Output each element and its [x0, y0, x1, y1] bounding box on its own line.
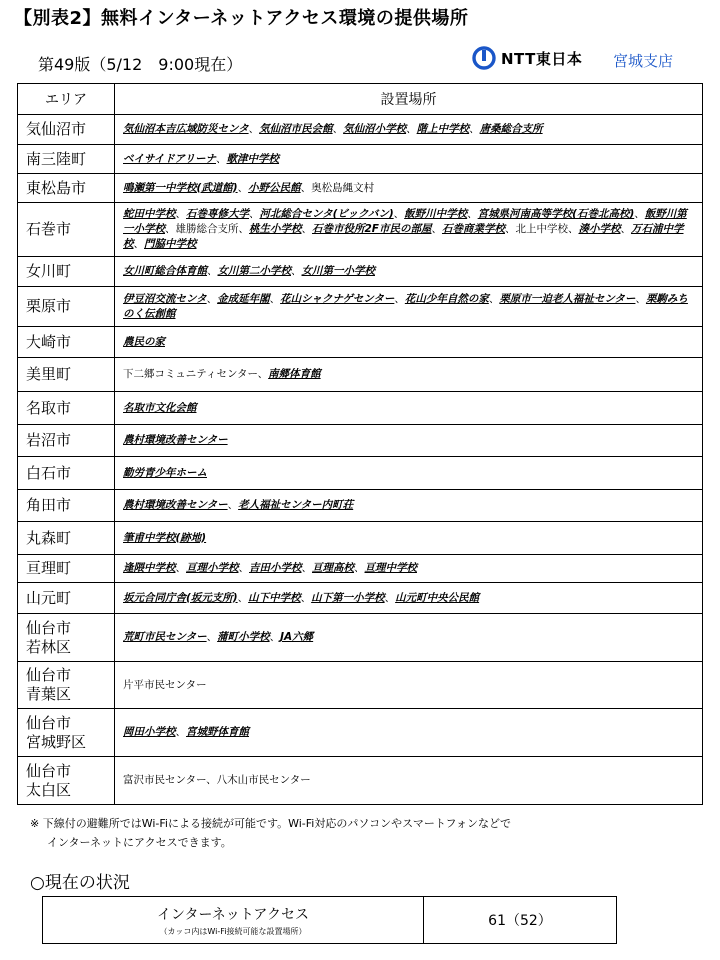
area-cell [18, 203, 115, 257]
location-text: 、 [384, 591, 396, 604]
wifi-location: 宮城野体育館 [186, 726, 249, 738]
area-name: 女川町 [26, 262, 72, 280]
location-text: 、 [301, 223, 312, 235]
table-row [18, 490, 703, 522]
area-cell [18, 425, 115, 457]
area-cell [18, 327, 115, 358]
area-cell [18, 555, 115, 583]
places-cell [115, 425, 703, 457]
wifi-location: 万石浦中学校 [123, 223, 684, 250]
location-text: 、 [175, 726, 186, 738]
location-text: 、 [393, 208, 405, 220]
page-title: 【別表2】無料インターネットアクセス環境の提供場所 [14, 8, 469, 29]
places-cell [115, 757, 703, 805]
wifi-location: 石巻商業学校 [441, 223, 505, 235]
summary-row [43, 897, 617, 944]
area-name: 気仙沼市 [26, 120, 87, 138]
location-text: 、 [301, 562, 312, 574]
wifi-location: 小野公民館 [248, 181, 301, 194]
wifi-location: 河北総合センタ(ビックバン) [259, 208, 394, 220]
table-row [18, 614, 703, 662]
wifi-location: 石巻専修大学 [186, 208, 249, 220]
area-cell [18, 614, 115, 662]
location-text: 、 [207, 265, 218, 277]
location-text: 、 [620, 223, 631, 235]
status-heading: ○現在の状況 [30, 873, 130, 893]
location-text: 、雄勝総合支所、 [165, 223, 249, 235]
location-text: 、北上中学校、 [504, 223, 579, 235]
area-name: 仙台市 [26, 618, 72, 637]
places-cell [115, 614, 703, 662]
wifi-location: 階上中学校 [416, 123, 470, 135]
location-text: 、 [488, 292, 500, 305]
wifi-location: 老人福祉センター内町荘 [238, 499, 354, 511]
note-line: インターネットにアクセスできます。 [47, 836, 232, 849]
location-text: 、 [469, 123, 480, 135]
places-cell [115, 145, 703, 174]
area-name: 亘理町 [26, 559, 72, 577]
edition-label: 第49版（5/12 9:00現在） [38, 55, 243, 74]
places-cell [115, 115, 703, 145]
area-cell [18, 662, 115, 709]
location-text: 片平市民センター [123, 678, 207, 691]
wifi-location: 名取市文化会館 [123, 401, 197, 414]
location-text: 、 [394, 292, 405, 305]
wifi-location: 亘理高校 [312, 562, 354, 574]
wifi-location: 湊小学校 [578, 223, 621, 235]
wifi-location: 吉田小学校 [249, 562, 302, 574]
area-cell [18, 115, 115, 145]
location-text: 、 [635, 292, 646, 305]
area-name: 仙台市 [26, 666, 72, 684]
location-text: 下二郷コミュニティセンター、 [123, 368, 269, 380]
area-name: 丸森町 [26, 528, 72, 547]
locations-table [17, 83, 703, 805]
table-row [18, 709, 703, 757]
table-row [18, 358, 703, 392]
area-cell [18, 457, 115, 490]
location-text: 、 [175, 208, 186, 220]
branch-name: 宮城支店 [613, 52, 674, 70]
summary-label: インターネットアクセス [157, 906, 309, 923]
area-cell [18, 583, 115, 614]
table-row [18, 115, 703, 145]
wifi-location: 勤労青少年ホーム [123, 466, 207, 479]
wifi-location: 桃生小学校 [249, 223, 302, 235]
wifi-location: 花山シャクナゲセンター [280, 292, 395, 305]
area-name: 東松島市 [26, 178, 87, 197]
table-row [18, 757, 703, 805]
wifi-location: 気仙沼市民会館 [259, 123, 333, 135]
wifi-location: 気仙沼小学校 [343, 123, 407, 135]
location-text: 、 [467, 208, 478, 220]
places-cell [115, 555, 703, 583]
location-text: 、 [634, 208, 645, 220]
wifi-location: JA六郷 [280, 631, 314, 643]
table-row [18, 287, 703, 327]
location-text: 、 [175, 562, 186, 574]
wifi-location: 蛇田中学校 [123, 208, 176, 220]
area-cell [18, 757, 115, 805]
area-header: エリア [18, 84, 115, 115]
places-header: 設置場所 [115, 84, 703, 115]
wifi-location: 山下第一小学校 [311, 591, 385, 604]
wifi-location: 石巻市役所2F市民の部屋 [312, 223, 432, 235]
places-cell [115, 583, 703, 614]
wifi-location: 宮城県河南高等学校(石巻北高校) [477, 208, 635, 220]
location-text: 、 [354, 562, 365, 574]
wifi-location: 山元町中央公民館 [395, 591, 480, 604]
area-name: 美里町 [26, 365, 72, 383]
table-row [18, 203, 703, 257]
area-name: 石巻市 [26, 220, 72, 238]
summary-label-cell [43, 897, 424, 944]
wifi-location: 門脇中学校 [144, 238, 197, 250]
location-text: 、 [237, 591, 249, 604]
places-cell [115, 709, 703, 757]
wifi-location: 女川町総合体育館 [123, 265, 207, 277]
places-cell [115, 662, 703, 709]
wifi-location: ベイサイドアリーナ [123, 152, 217, 165]
area-name: 太白区 [26, 780, 72, 799]
location-text: 、 [269, 631, 281, 643]
area-cell [18, 709, 115, 757]
area-name: 仙台市 [26, 713, 72, 732]
places-cell [115, 358, 703, 392]
area-cell [18, 392, 115, 425]
wifi-location: 気仙沼本吉広域防災センタ [123, 123, 249, 135]
location-text: 、 [300, 591, 312, 604]
ntt-brand [472, 46, 582, 70]
wifi-location: 筆甫中学校(跡地) [123, 531, 207, 544]
wifi-note [30, 814, 511, 852]
location-text: 、 [332, 123, 344, 135]
wifi-location: 蒲町小学校 [217, 631, 270, 643]
places-cell [115, 457, 703, 490]
places-cell [115, 392, 703, 425]
places-cell [115, 257, 703, 287]
location-text: 、 [237, 181, 249, 194]
area-cell [18, 287, 115, 327]
area-name: 大崎市 [26, 332, 72, 351]
location-text: 、 [133, 238, 144, 250]
table-row [18, 662, 703, 709]
location-text: 、 [249, 208, 260, 220]
wifi-location: 岡田小学校 [123, 726, 176, 738]
wifi-location: 金成延年閣 [217, 292, 270, 305]
wifi-location: 荒町市民センター [123, 631, 207, 643]
places-cell [115, 287, 703, 327]
wifi-location: 亘理小学校 [186, 562, 239, 574]
location-text: 、 [431, 223, 442, 235]
table-row [18, 457, 703, 490]
wifi-location: 農民の家 [123, 335, 165, 348]
wifi-location: 栗駒みちのく伝創館 [123, 292, 688, 320]
wifi-location: 鳴瀬第一中学校(武道館) [123, 181, 238, 194]
note-line: ※ 下線付の避難所ではWi-Fiによる接続が可能です。Wi-Fi対応のパソコンやスマートフォンなどで [30, 817, 511, 830]
places-cell [115, 203, 703, 257]
area-name: 角田市 [26, 496, 72, 514]
area-name: 名取市 [26, 398, 72, 417]
area-cell [18, 490, 115, 522]
table-row [18, 174, 703, 203]
wifi-location: 南郷体育館 [268, 368, 321, 380]
area-name: 栗原市 [26, 297, 72, 315]
places-cell [115, 490, 703, 522]
summary-value: 61（52） [424, 897, 617, 944]
wifi-location: 坂元合同庁舎(坂元支所) [123, 591, 238, 604]
table-row [18, 555, 703, 583]
location-text: 、 [216, 152, 227, 165]
location-text: 、 [406, 123, 417, 135]
area-cell [18, 145, 115, 174]
location-text: 富沢市民センター、八木山市民センター [123, 774, 311, 786]
location-text: 、 [238, 562, 249, 574]
location-text: 、 [291, 265, 302, 277]
wifi-location: 歌津中学校 [226, 152, 280, 165]
places-cell [115, 174, 703, 203]
area-cell [18, 257, 115, 287]
location-text: 、奥松島縄文村 [300, 181, 375, 194]
table-row [18, 522, 703, 555]
table-row [18, 392, 703, 425]
location-text: 、 [248, 123, 260, 135]
area-cell [18, 358, 115, 392]
table-row [18, 257, 703, 287]
wifi-location: 亘理中学校 [364, 562, 417, 574]
location-text: 、 [206, 631, 218, 643]
area-name: 若林区 [26, 637, 72, 656]
table-row [18, 327, 703, 358]
brand-name: NTT東日本 [501, 49, 583, 68]
area-name: 山元町 [26, 588, 72, 607]
wifi-location: 逢隈中学校 [123, 562, 176, 574]
wifi-location: 飯野川中学校 [404, 208, 468, 220]
wifi-location: 女川第一小学校 [301, 265, 375, 277]
area-name: 岩沼市 [26, 431, 72, 449]
wifi-location: 花山少年自然の家 [404, 292, 489, 305]
locations-body [18, 115, 703, 805]
wifi-location: 農村環境改善センター [123, 434, 228, 446]
places-cell [115, 522, 703, 555]
area-cell [18, 522, 115, 555]
area-name: 仙台市 [26, 761, 72, 780]
places-cell [115, 327, 703, 358]
area-name: 白石市 [26, 463, 72, 482]
ntt-logo-icon [472, 46, 496, 70]
wifi-location: 唐桑総合支所 [479, 123, 543, 135]
area-name: 宮城野区 [26, 732, 87, 751]
wifi-location: 山下中学校 [248, 591, 301, 604]
location-text: 、 [206, 292, 218, 305]
table-row [18, 425, 703, 457]
area-name: 南三陸町 [26, 149, 87, 168]
table-header-row [18, 84, 703, 115]
wifi-location: 伊豆沼交流センタ [123, 292, 207, 305]
location-text: 、 [227, 499, 239, 511]
location-text: 、 [269, 292, 281, 305]
area-cell [18, 174, 115, 203]
wifi-location: 飯野川第一小学校 [123, 208, 687, 235]
table-row [18, 583, 703, 614]
area-name: 青葉区 [26, 685, 72, 703]
table-row [18, 145, 703, 174]
wifi-location: 農村環境改善センター [123, 499, 228, 511]
summary-table [42, 896, 617, 944]
summary-sublabel: （カッコ内はWi-Fi接続可能な設置場所） [159, 926, 307, 936]
wifi-location: 女川第二小学校 [217, 265, 291, 277]
wifi-location: 栗原市一迫老人福祉センター [499, 292, 636, 305]
